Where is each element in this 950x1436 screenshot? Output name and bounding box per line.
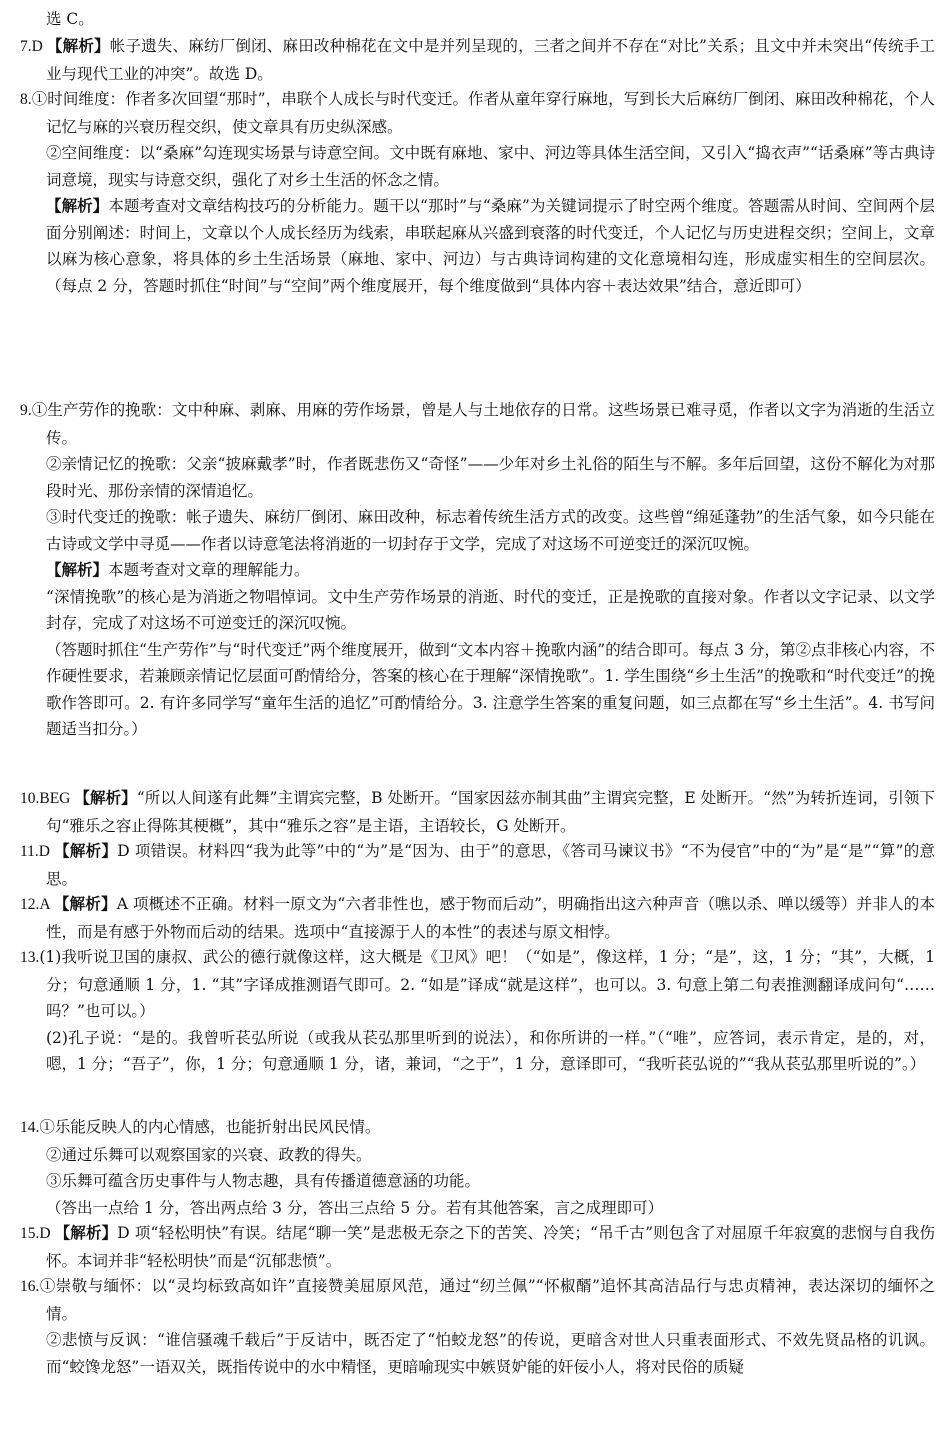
question-number: 9.	[20, 402, 32, 419]
question-number: 7.D	[20, 38, 47, 55]
analysis-tag: 【解析】	[54, 841, 118, 860]
answer-11	[20, 838, 935, 892]
continuation-line	[20, 6, 935, 33]
answer-15	[20, 1220, 935, 1274]
answer-part-1: (1)我听说卫国的康叔、武公的德行就像这样，这大概是《卫风》吧！（“如是”，像这样，1 分；“是”，这，1 分；“其”，大概，1 分；句意通顺 1 分，1. “其”字译成推测语气即可。2. “如是”译成“就是这样”，也可以。3. 句意上第二句表推测翻译成问句“……吗？”也可以。）	[39, 948, 935, 1020]
answer-13	[20, 944, 935, 1078]
answer-10	[20, 785, 935, 839]
answer-text: 选 C。	[46, 10, 94, 28]
answer-point-2: ②亲情记忆的挽歌：父亲“披麻戴孝”时，作者既悲伤又“奇怪”——少年对乡土礼俗的陌生与不解。多年后回望，这份不解化为对那段时光、那份亲情的深情追忆。	[46, 455, 935, 500]
answer-point-2: ②通过乐舞可以观察国家的兴衰、政教的得失。	[46, 1145, 372, 1164]
answer-16	[20, 1273, 935, 1380]
answer-12	[20, 891, 935, 945]
answer-9	[20, 397, 935, 743]
question-number: 13.	[20, 949, 40, 966]
question-number: 11.D	[20, 843, 55, 860]
analysis-text: 本题考查对文章的理解能力。	[108, 561, 310, 579]
answer-point-1: ①生产劳作的挽歌：文中种麻、剥麻、用麻的劳作场景，曾是人与土地依存的日常。这些场景已难寻觅，作者以文字为消逝的生活立传。	[31, 401, 935, 447]
question-number: 16.	[20, 1278, 40, 1295]
scoring-note: （答出一点给 1 分，答出两点给 3 分，答出三点给 5 分。若有其他答案，言之成理即可）	[46, 1198, 664, 1217]
question-number: 8.	[20, 91, 32, 108]
analysis-text: 本题考查对文章结构技巧的分析能力。题干以“那时”与“桑麻”为关键词提示了时空两个维度。答题需从时间、空间两个层面分别阐述：时间上，文章以个人成长经历为线索，串联起麻从兴盛到衰落的时代变迁，个人记忆与历史进程交织；空间上，文章以麻为核心意象，将具体的乡土生活场景（麻地、家中、河边）与古典诗词构建的文化意境相勾连，形成虚实相生的空间层次。（每点 2 分，答题时抓住“时间”与“空间”两个维度展开，每个维度做到“具体内容＋表达效果”结合，意近即可）	[46, 197, 935, 295]
answer-point-1: ①时间维度：作者多次回望“那时”，串联个人成长与时代变迁。作者从童年穿行麻地，写到长大后麻纺厂倒闭、麻田改种棉花，个人记忆与麻的兴衰历程交织，使文章具有历史纵深感。	[31, 90, 935, 136]
answer-text: A 项概述不正确。材料一原文为“六者非性也，感于物而后动”，明确指出这六种声音（噍以杀、啴以缓等）并非人的本性，而是有感于外物而后动的结果。选项中“直接源于人的本性”的表述与原文相悖。	[46, 895, 935, 941]
answer-point-1: ①崇敬与缅怀：以“灵均标致高如许”直接赞美屈原风范，通过“纫兰佩”“怀椒醑”追怀其高洁品行与忠贞精神，表达深切的缅怀之情。	[39, 1277, 935, 1323]
question-number: 15.D	[20, 1225, 55, 1242]
answer-text: D 项“轻松明快”有误。结尾“聊一笑”是悲极无奈之下的苦笑、冷笑；“吊千古”则包含了对屈原千年寂寞的悲悯与自我伤怀。本词并非“轻松明快”而是“沉郁悲愤”。	[46, 1224, 935, 1270]
answer-text: “所以人间遂有此舞”主谓宾完整，B 处断开。“国家因兹亦制其曲”主谓宾完整，E 处断开。“然”为转折连词，引领下句“雅乐之容止得陈其梗概”，其中“雅乐之容”是主语，主语较长，G 处断开。	[46, 789, 935, 835]
answer-7	[20, 33, 935, 87]
answer-part-2: (2)孔子说：“是的。我曾听苌弘所说（或我从苌弘那里听到的说法），和你所讲的一样。”（“唯”，应答词，表示肯定，是的，对，嗯，1 分；“吾子”，你，1 分；句意通顺 1 分，诸，兼词，“之于”，1 分，意译即可，“我听苌弘说的”“我从苌弘那里听说的”。）	[46, 1028, 935, 1073]
analysis-tag: 【解析】	[46, 196, 109, 215]
answer-14	[20, 1114, 935, 1221]
analysis-text: “深情挽歌”的核心是为消逝之物唱悼词。文中生产劳作场景的消逝、时代的变迁，正是挽歌的直接对象。作者以文字记录、以文学封存，完成了对这场不可逆变迁的深沉叹惋。	[46, 587, 935, 632]
answer-point-3: ③乐舞可蕴含历史事件与人物志趣，具有传播道德意涵的功能。	[46, 1172, 481, 1190]
answer-point-2: ②悲愤与反讽：“谁信骚魂千载后”于反诘中，既否定了“怕蛟龙怒”的传说，更暗含对世人只重表面形式、不效先贤品格的讥讽。而“蛟馋龙怒”一语双关，既指传说中的水中精怪，更暗喻现实中嫉贤妒能的奸佞小人，将对民俗的质疑	[46, 1331, 935, 1376]
answer-point-2: ②空间维度：以“桑麻”勾连现实场景与诗意空间。文中既有麻地、家中、河边等具体生活空间，又引入“捣衣声”“话桑麻”等古典诗词意境，现实与诗意交织，强化了对乡土生活的怀念之情。	[46, 144, 935, 189]
answer-8	[20, 86, 935, 299]
answer-point-1: ①乐能反映人的内心情感，也能折射出民风民情。	[39, 1118, 381, 1136]
answer-point-3: ③时代变迁的挽歌：帐子遗失、麻纺厂倒闭、麻田改种，标志着传统生活方式的改变。这些曾“绵延蓬勃”的生活气象，如今只能在古诗或文学中寻觅——作者以诗意笔法将消逝的一切封存于文学，完成了对这场不可逆变迁的深沉叹惋。	[46, 508, 935, 553]
scoring-note: （答题时抓住“生产劳作”与“时代变迁”两个维度展开，做到“文本内容＋挽歌内涵”的结合即可。每点 3 分，第②点非核心内容，不作硬性要求，若兼顾亲情记忆层面可酌情给分，答案的核心在于理解“深情挽歌”。1. 学生围绕“乡土生活”的挽歌和“时代变迁”的挽歌作答即可。2. 有许多同学写“童年生活的追忆”可酌情给分。3. 注意学生答案的重复问题，如三点都在写“乡土生活”。4. 书写问题适当扣分。）	[46, 640, 935, 738]
analysis-tag: 【解析】	[46, 36, 110, 55]
question-number: 14.	[20, 1119, 40, 1136]
analysis-tag: 【解析】	[46, 560, 109, 579]
answer-text: 帐子遗失、麻纺厂倒闭、麻田改种棉花在文中是并列呈现的，三者之间并不存在“对比”关系；且文中并未突出“传统手工业与现代工业的冲突”。故选 D。	[46, 37, 935, 83]
analysis-tag: 【解析】	[53, 894, 117, 913]
question-number: 10.BEG	[20, 790, 75, 807]
question-number: 12.A	[20, 896, 54, 913]
answer-text: D 项错误。材料四“我为此等”中的“为”是“因为、由于”的意思，《答司马谏议书》“不为侵官”中的“为”是“是”“算”的意思。	[46, 842, 935, 888]
analysis-tag: 【解析】	[74, 788, 137, 807]
analysis-tag: 【解析】	[54, 1223, 118, 1242]
